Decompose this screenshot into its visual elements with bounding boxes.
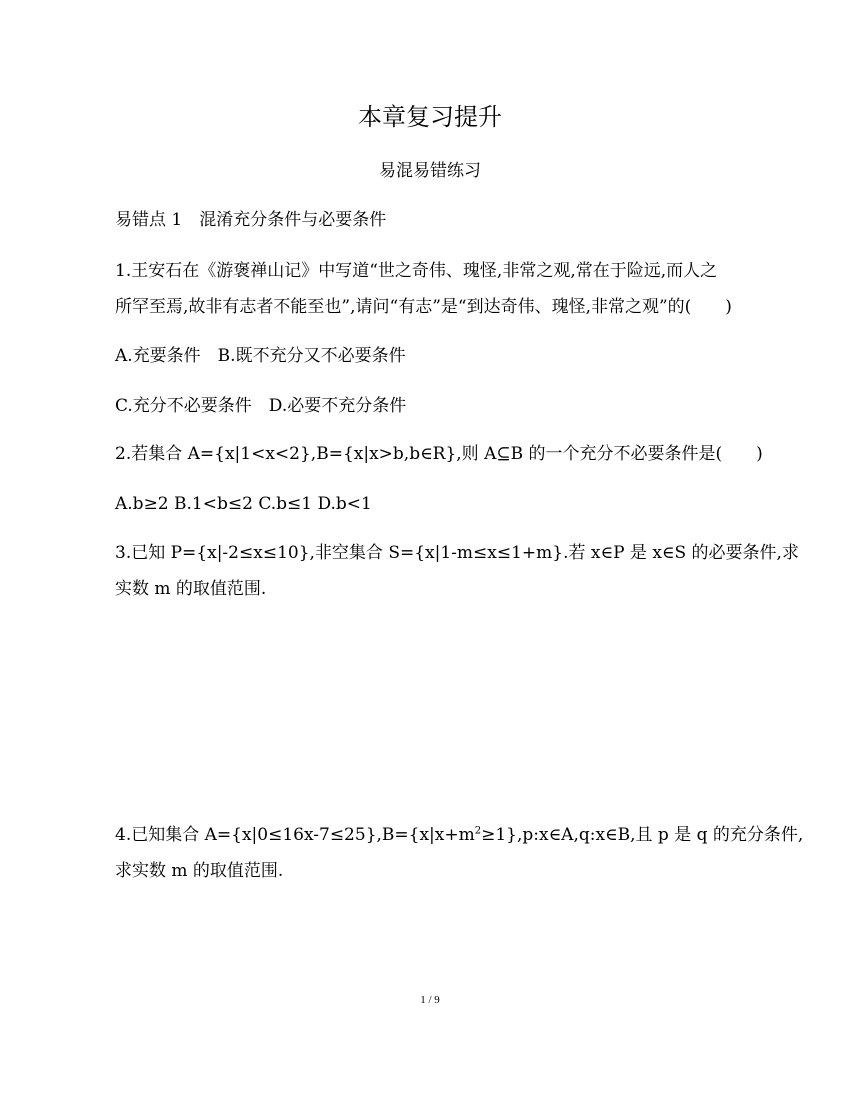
section-heading: 易错点 1 混淆充分条件与必要条件 <box>115 210 387 230</box>
page-title: 本章复习提升 <box>358 103 502 131</box>
page-subtitle: 易混易错练习 <box>379 161 481 181</box>
page-number: 1 / 9 <box>420 994 440 1006</box>
question-2-line-1: 2.若集合 A={x|1<x<2},B={x|x>b,b∈R},则 A⊆B 的一个充分不必要条件是( ) <box>115 444 763 464</box>
question-1-line-2: 所罕至焉,故非有志者不能至也”,请问“有志”是“到达奇伟、瑰怪,非常之观”的( ) <box>115 297 732 317</box>
question-4-line-1 <box>115 824 803 846</box>
question-1-line-1: 1.王安石在《游褒禅山记》中写道“世之奇伟、瑰怪,非常之观,常在于险远,而人之 <box>115 261 718 281</box>
superscript-two: 2 <box>474 825 482 837</box>
question-2-options: A.b≥2 B.1<b≤2 C.b≤1 D.b<1 <box>115 494 372 514</box>
question-1-options-2: C.充分不必要条件 D.必要不充分条件 <box>115 396 407 416</box>
question-4-line-1-part-a: 4.已知集合 A={x|0≤16x-7≤25},B={x|x+m <box>115 825 475 845</box>
question-3-line-2: 实数 m 的取值范围. <box>115 579 267 599</box>
question-4-line-1-part-b: ≥1},p:x∈A,q:x∈B,且 p 是 q 的充分条件, <box>481 825 804 845</box>
question-1-options-1: A.充要条件 B.既不充分又不必要条件 <box>115 346 406 366</box>
question-4-line-2: 求实数 m 的取值范围. <box>115 861 284 881</box>
question-3-line-1: 3.已知 P={x|-2≤x≤10},非空集合 S={x|1-m≤x≤1+m}.若 x∈P 是 x∈S 的必要条件,求 <box>115 543 799 563</box>
